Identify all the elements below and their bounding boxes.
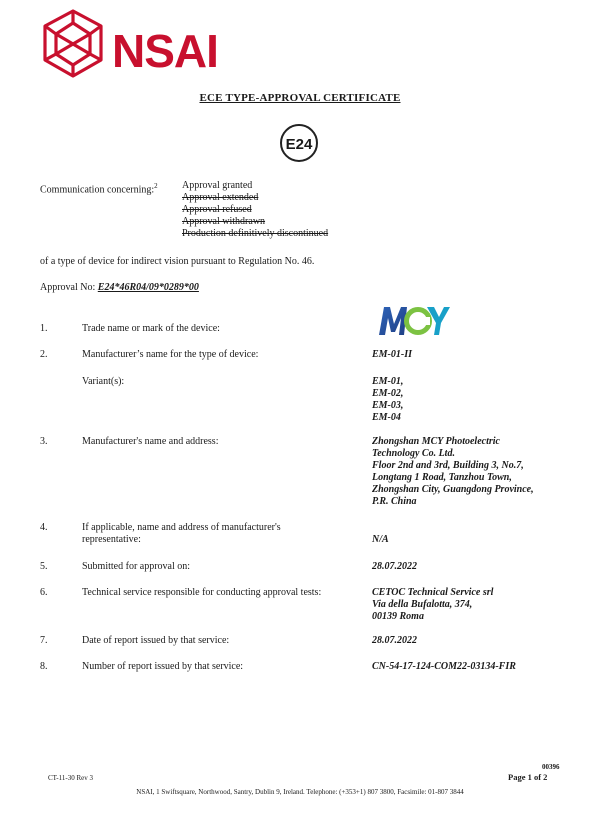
nsai-emblem-icon	[38, 8, 108, 80]
item-number: 7.	[40, 635, 48, 646]
communication-options	[182, 180, 328, 240]
communication-label: Communication concerning:$^2$	[40, 182, 158, 196]
item-number: 4.	[40, 522, 48, 533]
variant-item: EM-01,	[372, 376, 404, 387]
form-code: CT-11-30 Rev 3	[48, 774, 93, 782]
item-label: Manufacturer’s name for the type of device:	[82, 349, 259, 360]
page-number: Page 1 of 2	[508, 772, 548, 782]
variant-item: EM-04	[372, 412, 401, 423]
option-withdrawn: Approval withdrawn	[182, 216, 266, 227]
item-label: Submitted for approval on:	[82, 561, 191, 572]
brand-name: NSAI	[112, 25, 218, 77]
address-line: Longtang 1 Road, Tanzhou Town,	[372, 472, 512, 483]
footer-address: NSAI, 1 Swiftsquare, Northwood, Santry, Dublin 9, Ireland. Telephone: (+353+1) 807 3800, Facsimile: 01-807 3844	[136, 788, 464, 796]
service-line: CETOC Technical Service srl	[372, 587, 494, 598]
option-extended: Approval extended	[182, 192, 259, 203]
report-number: CN-54-17-124-COM22-03134-FIR	[372, 661, 516, 672]
address-line: Zhongshan MCY Photoelectric	[372, 436, 500, 447]
item-number: 2.	[40, 349, 48, 360]
representative-value: N/A	[372, 534, 389, 545]
option-granted: Approval granted	[182, 180, 253, 191]
item-number: 5.	[40, 561, 48, 572]
address-line: Zhongshan City, Guangdong Province,	[372, 484, 534, 495]
approval-number: E24*46R04/09*0289*00	[97, 282, 199, 293]
submitted-date: 28.07.2022	[372, 561, 417, 572]
item-label: Technical service responsible for conducting approval tests:	[82, 587, 322, 598]
e-mark: E24	[280, 124, 318, 162]
service-line: Via della Bufalotta, 374,	[372, 599, 473, 610]
item-label: Number of report issued by that service:	[82, 661, 244, 672]
technical-service	[372, 587, 493, 623]
option-refused: Approval refused	[182, 204, 252, 215]
item-number: 6.	[40, 587, 48, 598]
device-line: of a type of device for indirect vision pursuant to Regulation No. 46.	[40, 256, 315, 267]
manufacturer-address	[372, 436, 534, 508]
address-line: Floor 2nd and 3rd, Building 3, No.7,	[372, 460, 524, 471]
address-line: P.R. China	[372, 496, 417, 507]
variant-item: EM-02,	[372, 388, 404, 399]
item-label: Manufacturer's name and address:	[82, 436, 219, 447]
item-number: 8.	[40, 661, 48, 672]
certificate-title: ECE TYPE-APPROVAL CERTIFICATE	[199, 92, 401, 104]
doc-number: 00396	[542, 763, 560, 771]
item-label: If applicable, name and address of manufacturer's representative:	[82, 522, 281, 545]
variants-label: Variant(s):	[82, 376, 125, 387]
item-number: 1.	[40, 323, 48, 334]
option-discontinued: Production definitively discontinued	[182, 228, 329, 239]
report-date: 28.07.2022	[372, 635, 417, 646]
item-label: Trade name or mark of the device:	[82, 323, 220, 334]
mcy-logo-icon	[378, 304, 450, 336]
variants-list	[372, 376, 403, 424]
address-line: Technology Co. Ltd.	[372, 448, 455, 459]
item-label: Date of report issued by that service:	[82, 635, 230, 646]
item-number: 3.	[40, 436, 48, 447]
approval-row: Approval No: E24*46R04/09*0289*00	[40, 282, 199, 293]
variant-item: EM-03,	[372, 400, 404, 411]
mcy-trade-mark	[378, 304, 450, 336]
type-value: EM-01-II	[372, 349, 413, 360]
service-line: 00139 Roma	[372, 611, 424, 622]
